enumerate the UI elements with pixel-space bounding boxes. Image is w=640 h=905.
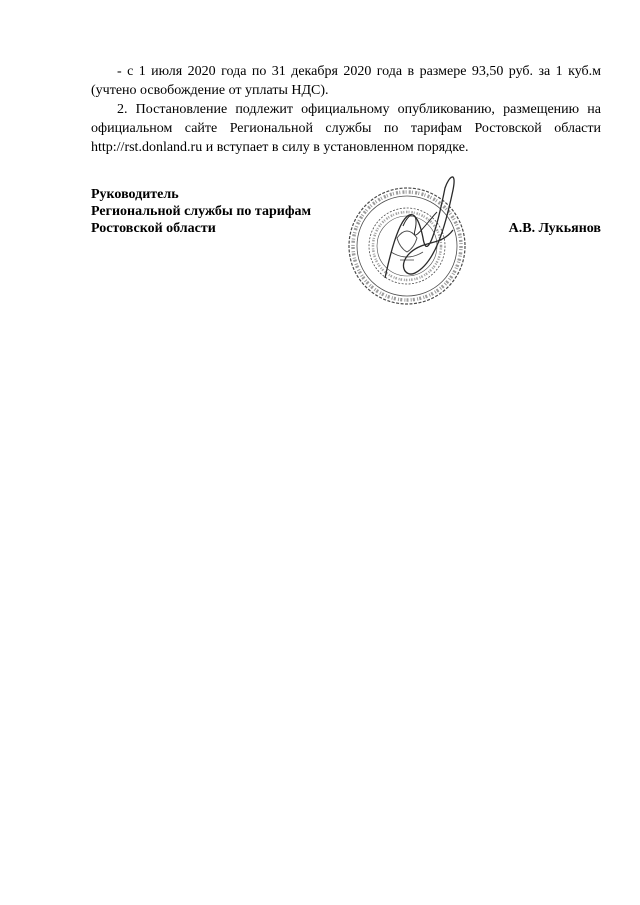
signature-position-line-2: Региональной службы по тарифам bbox=[91, 204, 312, 219]
seal-stamp-icon bbox=[345, 168, 475, 313]
signature-position-line-3: Ростовской области bbox=[91, 221, 216, 236]
document-body bbox=[91, 62, 601, 157]
signature-position-line-1: Руководитель bbox=[91, 187, 179, 202]
signatory-name: А.В. Лукьянов bbox=[508, 221, 601, 236]
paragraph-tariff-period: - с 1 июля 2020 года по 31 декабря 2020 года в размере 93,50 руб. за 1 куб.м (учтено освобождение от уплаты НДС). bbox=[91, 64, 601, 98]
paragraph-publication: 2. Постановление подлежит официальному опубликованию, размещению на официальном сайте Региональной службы по тарифам Ростовской области http://rst.donland.ru и вступает в силу в установленном порядке. bbox=[91, 102, 601, 155]
